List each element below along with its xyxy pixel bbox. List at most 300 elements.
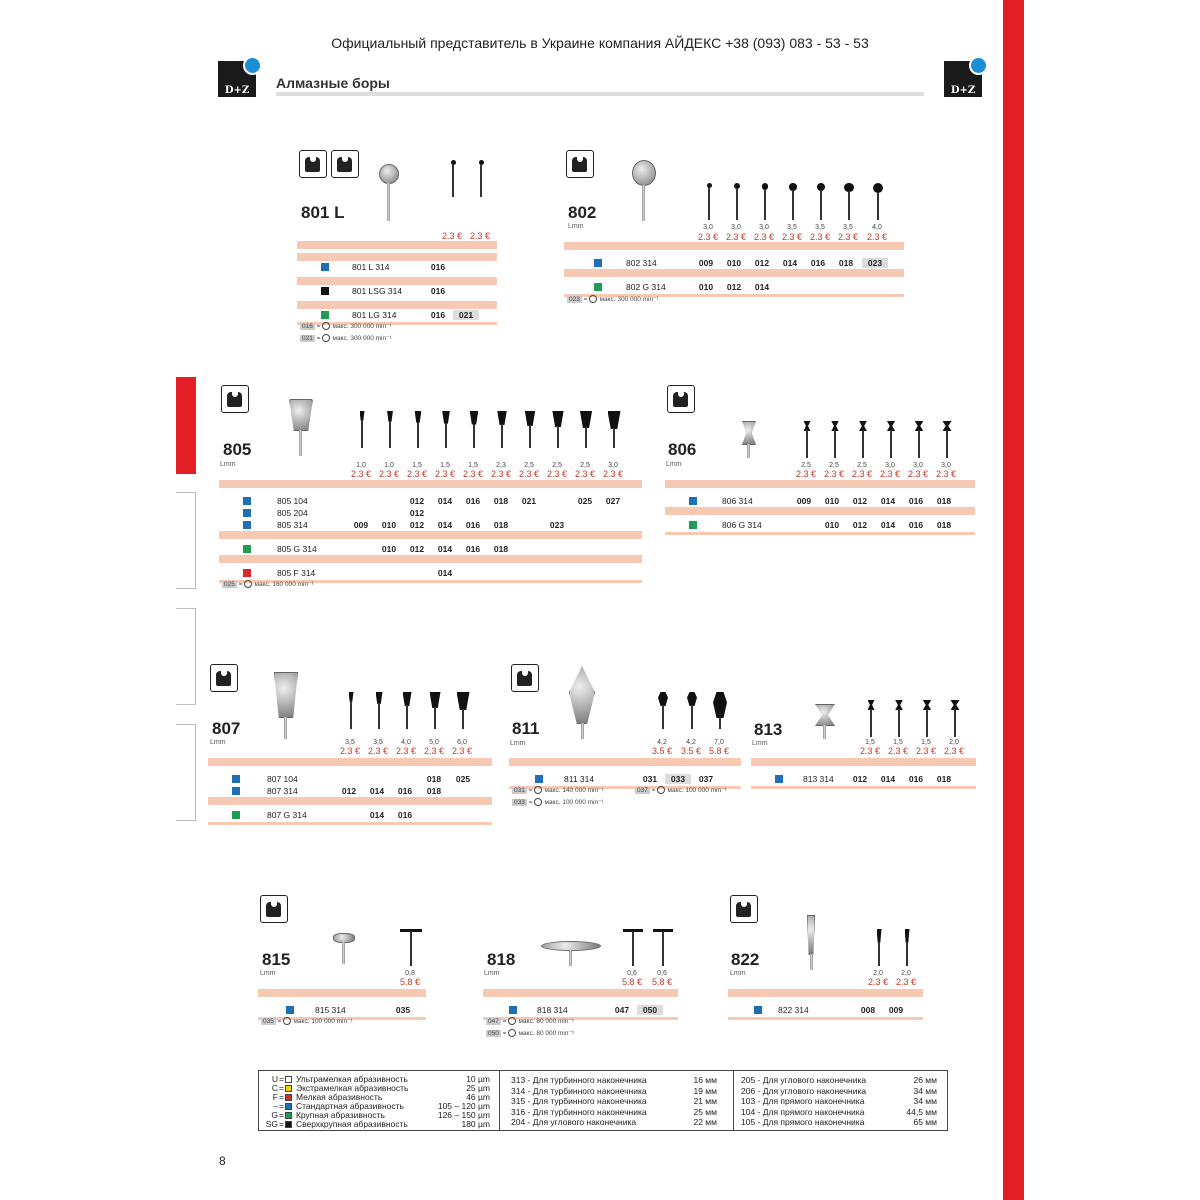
product-name: 813 bbox=[754, 720, 783, 739]
bur-shank bbox=[946, 430, 948, 458]
price-label: 2.3 € bbox=[943, 746, 965, 756]
price-label: 2.3 € bbox=[915, 746, 937, 756]
bur-head bbox=[580, 411, 592, 428]
size-code[interactable]: 010 bbox=[381, 520, 397, 530]
product-name: 822 bbox=[731, 950, 760, 969]
price-label: 2.3 € bbox=[823, 469, 845, 479]
bur-part bbox=[642, 185, 645, 221]
grit-color-square bbox=[285, 1094, 292, 1101]
size-code[interactable]: 012 bbox=[341, 786, 357, 796]
product-code: 805 204 bbox=[277, 508, 308, 518]
tooth-cavity-icon bbox=[260, 895, 288, 923]
grit-color-square bbox=[689, 497, 697, 505]
side-tab bbox=[176, 492, 196, 589]
bur-part bbox=[747, 444, 750, 458]
size-code[interactable]: 012 bbox=[852, 520, 868, 530]
equals-sign: = bbox=[502, 1030, 507, 1037]
bur-head bbox=[470, 411, 479, 425]
table-footer-band bbox=[208, 822, 492, 825]
size-code[interactable]: 018 bbox=[493, 520, 509, 530]
length-value: 1,0 bbox=[356, 462, 366, 469]
shank-length: 19 мм bbox=[693, 1085, 717, 1096]
note-text: макс. 100 000 min⁻¹ bbox=[544, 799, 604, 806]
table-separator-band bbox=[665, 507, 975, 515]
size-code[interactable]: 014 bbox=[437, 544, 453, 554]
price-label: 5.8 € bbox=[621, 977, 643, 987]
bur-shank bbox=[350, 701, 352, 729]
price-label: 2.3 € bbox=[469, 231, 491, 241]
bur-head bbox=[658, 692, 668, 706]
length-value: 6,0 bbox=[457, 739, 467, 746]
size-code[interactable]: 014 bbox=[754, 282, 770, 292]
rotation-icon bbox=[244, 580, 252, 588]
bur-shank bbox=[529, 425, 531, 448]
size-code[interactable]: 023 bbox=[549, 520, 565, 530]
bur-shank bbox=[632, 931, 634, 966]
size-code[interactable]: 010 bbox=[824, 520, 840, 530]
table-separator-band bbox=[297, 301, 497, 309]
bur-part bbox=[387, 183, 390, 221]
page-title: Алмазные боры bbox=[276, 75, 390, 91]
product-row bbox=[219, 543, 642, 556]
size-code[interactable]: 025 bbox=[455, 774, 471, 784]
length-value: 3,0 bbox=[731, 224, 741, 231]
size-code[interactable]: 018 bbox=[426, 774, 442, 784]
size-code[interactable]: 050 bbox=[637, 1005, 663, 1015]
note-code: 033 bbox=[514, 799, 525, 806]
price-label: 2.3 € bbox=[378, 469, 400, 479]
equals-sign: = bbox=[279, 1083, 284, 1093]
bur-shank bbox=[585, 427, 587, 448]
size-code[interactable]: 018 bbox=[838, 258, 854, 268]
grit-color-square bbox=[243, 509, 251, 517]
price-label: 2.3 € bbox=[879, 469, 901, 479]
product-row bbox=[208, 785, 492, 798]
brand-logo-right bbox=[944, 61, 982, 97]
size-code[interactable]: 033 bbox=[665, 774, 691, 784]
product-code: 815 314 bbox=[315, 1005, 346, 1015]
grit-color-square bbox=[775, 775, 783, 783]
bur-shank bbox=[480, 164, 482, 197]
size-code[interactable]: 018 bbox=[936, 774, 952, 784]
size-code[interactable]: 016 bbox=[465, 544, 481, 554]
size-code[interactable]: 014 bbox=[782, 258, 798, 268]
divider bbox=[499, 1071, 500, 1130]
rotation-icon bbox=[322, 322, 330, 330]
size-code[interactable]: 014 bbox=[369, 786, 385, 796]
grit-code: U bbox=[271, 1074, 278, 1084]
price-label: 2.3 € bbox=[367, 746, 389, 756]
lmm-label: Lmm bbox=[568, 223, 584, 230]
price-label: 2.3 € bbox=[867, 977, 889, 987]
price-label: 2.3 € bbox=[434, 469, 456, 479]
grit-code: SG bbox=[265, 1119, 278, 1129]
size-code[interactable]: 016 bbox=[465, 520, 481, 530]
grit-color-square bbox=[321, 263, 329, 271]
bur-shank bbox=[918, 430, 920, 458]
bur-shank bbox=[806, 430, 808, 458]
table-header-band bbox=[751, 758, 976, 766]
size-code[interactable]: 016 bbox=[430, 262, 446, 272]
length-value: 3,5 bbox=[843, 224, 853, 231]
equals-sign: = bbox=[528, 787, 533, 794]
table-header-band bbox=[258, 989, 426, 997]
size-code[interactable]: 018 bbox=[493, 544, 509, 554]
size-code[interactable]: 014 bbox=[437, 520, 453, 530]
shank-length: 44,5 мм bbox=[906, 1106, 937, 1117]
price-label: 2.3 € bbox=[795, 469, 817, 479]
shank-text: 103 - Для прямого наконечника bbox=[741, 1096, 865, 1106]
price-label: 5.8 € bbox=[399, 977, 421, 987]
length-value: 0,6 bbox=[657, 970, 667, 977]
size-code[interactable]: 023 bbox=[862, 258, 888, 268]
shank-row bbox=[511, 1107, 721, 1118]
product-section-801 bbox=[297, 148, 497, 348]
bur-head bbox=[713, 692, 727, 718]
length-value: 2,5 bbox=[801, 462, 811, 469]
speed-note bbox=[567, 295, 659, 303]
size-code[interactable]: 014 bbox=[437, 568, 453, 578]
size-code[interactable]: 009 bbox=[888, 1005, 904, 1015]
bur-shank bbox=[462, 709, 464, 729]
size-code[interactable]: 031 bbox=[642, 774, 658, 784]
bur-shank bbox=[417, 422, 419, 448]
equals-sign: = bbox=[279, 1074, 284, 1084]
product-code: 801 L 314 bbox=[352, 262, 390, 272]
product-name: 805 bbox=[223, 440, 252, 459]
product-row bbox=[297, 285, 497, 298]
length-value: 5,0 bbox=[429, 739, 439, 746]
product-code: 806 G 314 bbox=[722, 520, 762, 530]
grit-color-square bbox=[321, 287, 329, 295]
product-row bbox=[297, 309, 497, 322]
grit-color-square bbox=[285, 1103, 292, 1110]
length-value: 1,5 bbox=[440, 462, 450, 469]
lmm-label: Lmm bbox=[210, 739, 226, 746]
product-row bbox=[483, 1004, 678, 1017]
size-code[interactable]: 016 bbox=[908, 520, 924, 530]
size-code[interactable]: 021 bbox=[521, 496, 537, 506]
price-label: 2.3 € bbox=[851, 469, 873, 479]
grit-size: 126 – 150 µm bbox=[437, 1110, 490, 1120]
bur-shank bbox=[708, 187, 710, 220]
tooth-cavity-icon bbox=[210, 664, 238, 692]
shank-row bbox=[741, 1075, 941, 1086]
price-label: 2.3 € bbox=[895, 977, 917, 987]
length-value: 0,8 bbox=[405, 970, 415, 977]
size-code[interactable]: 018 bbox=[426, 786, 442, 796]
note-code: 016 bbox=[302, 323, 313, 330]
size-code[interactable]: 016 bbox=[397, 810, 413, 820]
note-text: макс. 160 000 min⁻¹ bbox=[254, 581, 314, 588]
grit-color-square bbox=[321, 311, 329, 319]
grit-color-square bbox=[232, 787, 240, 795]
price-label: 2.3 € bbox=[339, 746, 361, 756]
bur-shank bbox=[862, 430, 864, 458]
size-code[interactable]: 018 bbox=[936, 520, 952, 530]
page-number: 8 bbox=[219, 1154, 226, 1168]
bur-head bbox=[525, 411, 535, 426]
speed-note bbox=[512, 798, 604, 806]
equals-sign: = bbox=[316, 335, 321, 342]
equals-sign: = bbox=[583, 296, 588, 303]
length-value: 3,0 bbox=[913, 462, 923, 469]
product-name: 802 bbox=[568, 203, 597, 222]
size-code[interactable]: 016 bbox=[430, 286, 446, 296]
length-value: 3,5 bbox=[373, 739, 383, 746]
bur-part bbox=[284, 717, 287, 739]
grit-code: – bbox=[273, 1101, 278, 1111]
grit-color-square bbox=[285, 1112, 292, 1119]
bur-head bbox=[905, 929, 910, 943]
grit-name: Сверхкрупная абразивность bbox=[295, 1119, 408, 1129]
length-value: 3,0 bbox=[703, 224, 713, 231]
size-code[interactable]: 010 bbox=[824, 496, 840, 506]
product-row bbox=[564, 281, 904, 294]
table-header-band bbox=[564, 242, 904, 250]
size-code[interactable]: 010 bbox=[381, 544, 397, 554]
bur-shank bbox=[848, 191, 850, 220]
shank-row bbox=[511, 1117, 721, 1128]
note-code: 021 bbox=[302, 335, 313, 342]
speed-note bbox=[300, 334, 392, 342]
size-code[interactable]: 016 bbox=[430, 310, 446, 320]
shank-length: 25 мм bbox=[693, 1106, 717, 1117]
shank-row bbox=[511, 1075, 721, 1086]
product-code: 805 F 314 bbox=[277, 568, 316, 578]
length-value: 3,0 bbox=[759, 224, 769, 231]
size-code[interactable]: 012 bbox=[754, 258, 770, 268]
price-label: 2.3 € bbox=[395, 746, 417, 756]
length-value: 3,5 bbox=[787, 224, 797, 231]
dealer-text: Официальный представитель в Украине компания АЙДЕКС +38 (093) 083 - 53 - 53 bbox=[331, 35, 869, 51]
size-code[interactable]: 009 bbox=[698, 258, 714, 268]
tooth-cavity-icon bbox=[331, 150, 359, 178]
length-value: 3,0 bbox=[885, 462, 895, 469]
tooth-cavity-icon bbox=[730, 895, 758, 923]
title-underline bbox=[276, 92, 924, 96]
size-code[interactable]: 012 bbox=[852, 496, 868, 506]
length-value: 7,0 bbox=[714, 739, 724, 746]
length-value: 4,0 bbox=[401, 739, 411, 746]
length-value: 1,5 bbox=[468, 462, 478, 469]
speed-note bbox=[300, 322, 392, 330]
size-code[interactable]: 016 bbox=[465, 496, 481, 506]
bur-shank bbox=[410, 931, 412, 966]
bur-head bbox=[457, 692, 470, 710]
legend-table bbox=[258, 1070, 948, 1131]
shank-row bbox=[511, 1086, 721, 1097]
price-label: 3.5 € bbox=[680, 746, 702, 756]
size-code[interactable]: 018 bbox=[936, 496, 952, 506]
note-code: 035 bbox=[263, 1018, 274, 1025]
bur-head bbox=[552, 411, 563, 427]
grit-name: Мелкая абразивность bbox=[295, 1092, 383, 1102]
grit-color-square bbox=[285, 1085, 292, 1092]
size-code[interactable]: 014 bbox=[880, 520, 896, 530]
shank-row bbox=[511, 1096, 721, 1107]
length-value: 2,5 bbox=[857, 462, 867, 469]
price-label: 2.3 € bbox=[423, 746, 445, 756]
size-code[interactable]: 012 bbox=[726, 282, 742, 292]
shank-length: 22 мм bbox=[693, 1117, 717, 1127]
bur-shank bbox=[691, 705, 693, 729]
rotation-icon bbox=[534, 786, 542, 794]
bur-shank bbox=[613, 428, 615, 448]
product-row bbox=[564, 257, 904, 270]
grit-size: 180 µm bbox=[461, 1119, 490, 1129]
equals-sign: = bbox=[238, 581, 243, 588]
size-code[interactable]: 016 bbox=[397, 786, 413, 796]
grit-color-square bbox=[689, 521, 697, 529]
size-code[interactable]: 012 bbox=[409, 544, 425, 554]
price-label: 2.3 € bbox=[887, 746, 909, 756]
lmm-label: Lmm bbox=[260, 970, 276, 977]
tooth-cavity-icon bbox=[511, 664, 539, 692]
length-value: 2,0 bbox=[949, 739, 959, 746]
size-code[interactable]: 009 bbox=[796, 496, 812, 506]
speed-note bbox=[486, 1017, 574, 1025]
length-value: 2,5 bbox=[829, 462, 839, 469]
bur-head bbox=[430, 692, 441, 708]
size-code[interactable]: 016 bbox=[810, 258, 826, 268]
price-label: 2.3 € bbox=[574, 469, 596, 479]
price-label: 2.3 € bbox=[866, 232, 888, 242]
table-separator-band bbox=[219, 555, 642, 563]
grit-color-square bbox=[594, 283, 602, 291]
bur-shank bbox=[501, 424, 503, 448]
red-edge-bar bbox=[1003, 0, 1024, 1200]
grit-code: C bbox=[271, 1083, 278, 1093]
bur-shank bbox=[736, 188, 738, 220]
price-label: 2.3 € bbox=[518, 469, 540, 479]
product-section-806 bbox=[665, 383, 975, 583]
shank-row bbox=[741, 1117, 941, 1128]
bur-part bbox=[807, 915, 815, 955]
speed-note bbox=[261, 1017, 353, 1025]
size-code[interactable]: 010 bbox=[726, 258, 742, 268]
price-label: 2.3 € bbox=[451, 746, 473, 756]
bur-shank bbox=[834, 430, 836, 458]
bur-shank bbox=[926, 709, 928, 737]
product-code: 805 G 314 bbox=[277, 544, 317, 554]
grit-name: Стандартная абразивность bbox=[295, 1101, 404, 1111]
price-label: 2.3 € bbox=[725, 232, 747, 242]
grit-size: 46 µm bbox=[466, 1092, 490, 1102]
tooth-cavity-icon bbox=[299, 150, 327, 178]
size-code[interactable]: 018 bbox=[493, 496, 509, 506]
size-code[interactable]: 016 bbox=[908, 774, 924, 784]
bur-part bbox=[823, 725, 826, 739]
product-section-805 bbox=[219, 383, 642, 588]
bur-shank bbox=[406, 705, 408, 729]
grit-color-square bbox=[509, 1006, 517, 1014]
product-section-811 bbox=[509, 662, 741, 862]
size-code[interactable]: 012 bbox=[409, 496, 425, 506]
length-value: 0,6 bbox=[627, 970, 637, 977]
side-tab bbox=[176, 724, 196, 821]
bur-shank bbox=[898, 709, 900, 737]
length-value: 2,5 bbox=[524, 462, 534, 469]
equals-sign: = bbox=[279, 1119, 284, 1129]
size-code[interactable]: 047 bbox=[614, 1005, 630, 1015]
price-label: 2.3 € bbox=[441, 231, 463, 241]
speed-note bbox=[635, 786, 727, 794]
bur-shank bbox=[878, 942, 880, 966]
grit-color-square bbox=[594, 259, 602, 267]
price-label: 2.3 € bbox=[859, 746, 881, 756]
table-header-band bbox=[728, 989, 923, 997]
size-code[interactable]: 014 bbox=[369, 810, 385, 820]
grit-size: 105 – 120 µm bbox=[437, 1101, 490, 1111]
price-label: 5.8 € bbox=[651, 977, 673, 987]
bur-shank bbox=[719, 717, 721, 729]
product-code: 805 314 bbox=[277, 520, 308, 530]
note-code: 050 bbox=[488, 1030, 499, 1037]
size-code[interactable]: 009 bbox=[353, 520, 369, 530]
price-label: 2.3 € bbox=[781, 232, 803, 242]
bur-shank bbox=[389, 421, 391, 448]
length-value: 1,5 bbox=[865, 739, 875, 746]
size-code[interactable]: 021 bbox=[453, 310, 479, 320]
shank-length: 16 мм bbox=[693, 1075, 717, 1085]
size-code[interactable]: 012 bbox=[409, 520, 425, 530]
tooth-cavity-icon bbox=[221, 385, 249, 413]
price-label: 2.3 € bbox=[935, 469, 957, 479]
note-code: 037 bbox=[637, 787, 648, 794]
bur-part bbox=[342, 942, 345, 964]
product-row bbox=[297, 261, 497, 274]
product-section-818 bbox=[483, 893, 678, 1093]
size-code[interactable]: 012 bbox=[852, 774, 868, 784]
side-tab-active bbox=[176, 377, 196, 474]
size-code[interactable]: 014 bbox=[437, 496, 453, 506]
size-code[interactable]: 008 bbox=[860, 1005, 876, 1015]
size-code[interactable]: 027 bbox=[605, 496, 621, 506]
product-code: 806 314 bbox=[722, 496, 753, 506]
size-code[interactable]: 010 bbox=[698, 282, 714, 292]
grit-color-square bbox=[243, 497, 251, 505]
grit-name: Ультрамелкая абразивность bbox=[295, 1074, 408, 1084]
size-code[interactable]: 025 bbox=[577, 496, 593, 506]
bur-shank bbox=[870, 709, 872, 737]
grit-color-square bbox=[243, 545, 251, 553]
size-code[interactable]: 037 bbox=[698, 774, 714, 784]
bur-shank bbox=[764, 189, 766, 220]
size-code[interactable]: 014 bbox=[880, 774, 896, 784]
product-section-802 bbox=[564, 148, 904, 348]
grit-row bbox=[264, 1120, 494, 1129]
product-name: 806 bbox=[668, 440, 697, 459]
size-code[interactable]: 014 bbox=[880, 496, 896, 506]
product-code: 807 G 314 bbox=[267, 810, 307, 820]
length-value: 3,5 bbox=[815, 224, 825, 231]
lmm-label: Lmm bbox=[752, 740, 768, 747]
size-code[interactable]: 016 bbox=[908, 496, 924, 506]
length-value: 4,0 bbox=[872, 224, 882, 231]
product-code: 811 314 bbox=[564, 774, 595, 784]
size-code[interactable]: 035 bbox=[395, 1005, 411, 1015]
length-value: 3,0 bbox=[608, 462, 618, 469]
product-code: 801 LG 314 bbox=[352, 310, 397, 320]
size-code[interactable]: 012 bbox=[409, 508, 425, 518]
table-separator-band bbox=[208, 797, 492, 805]
grit-color-square bbox=[232, 811, 240, 819]
brand-logo-left bbox=[218, 61, 256, 97]
rotation-icon bbox=[657, 786, 665, 794]
note-code: 023 bbox=[569, 296, 580, 303]
table-header-band bbox=[509, 758, 741, 766]
